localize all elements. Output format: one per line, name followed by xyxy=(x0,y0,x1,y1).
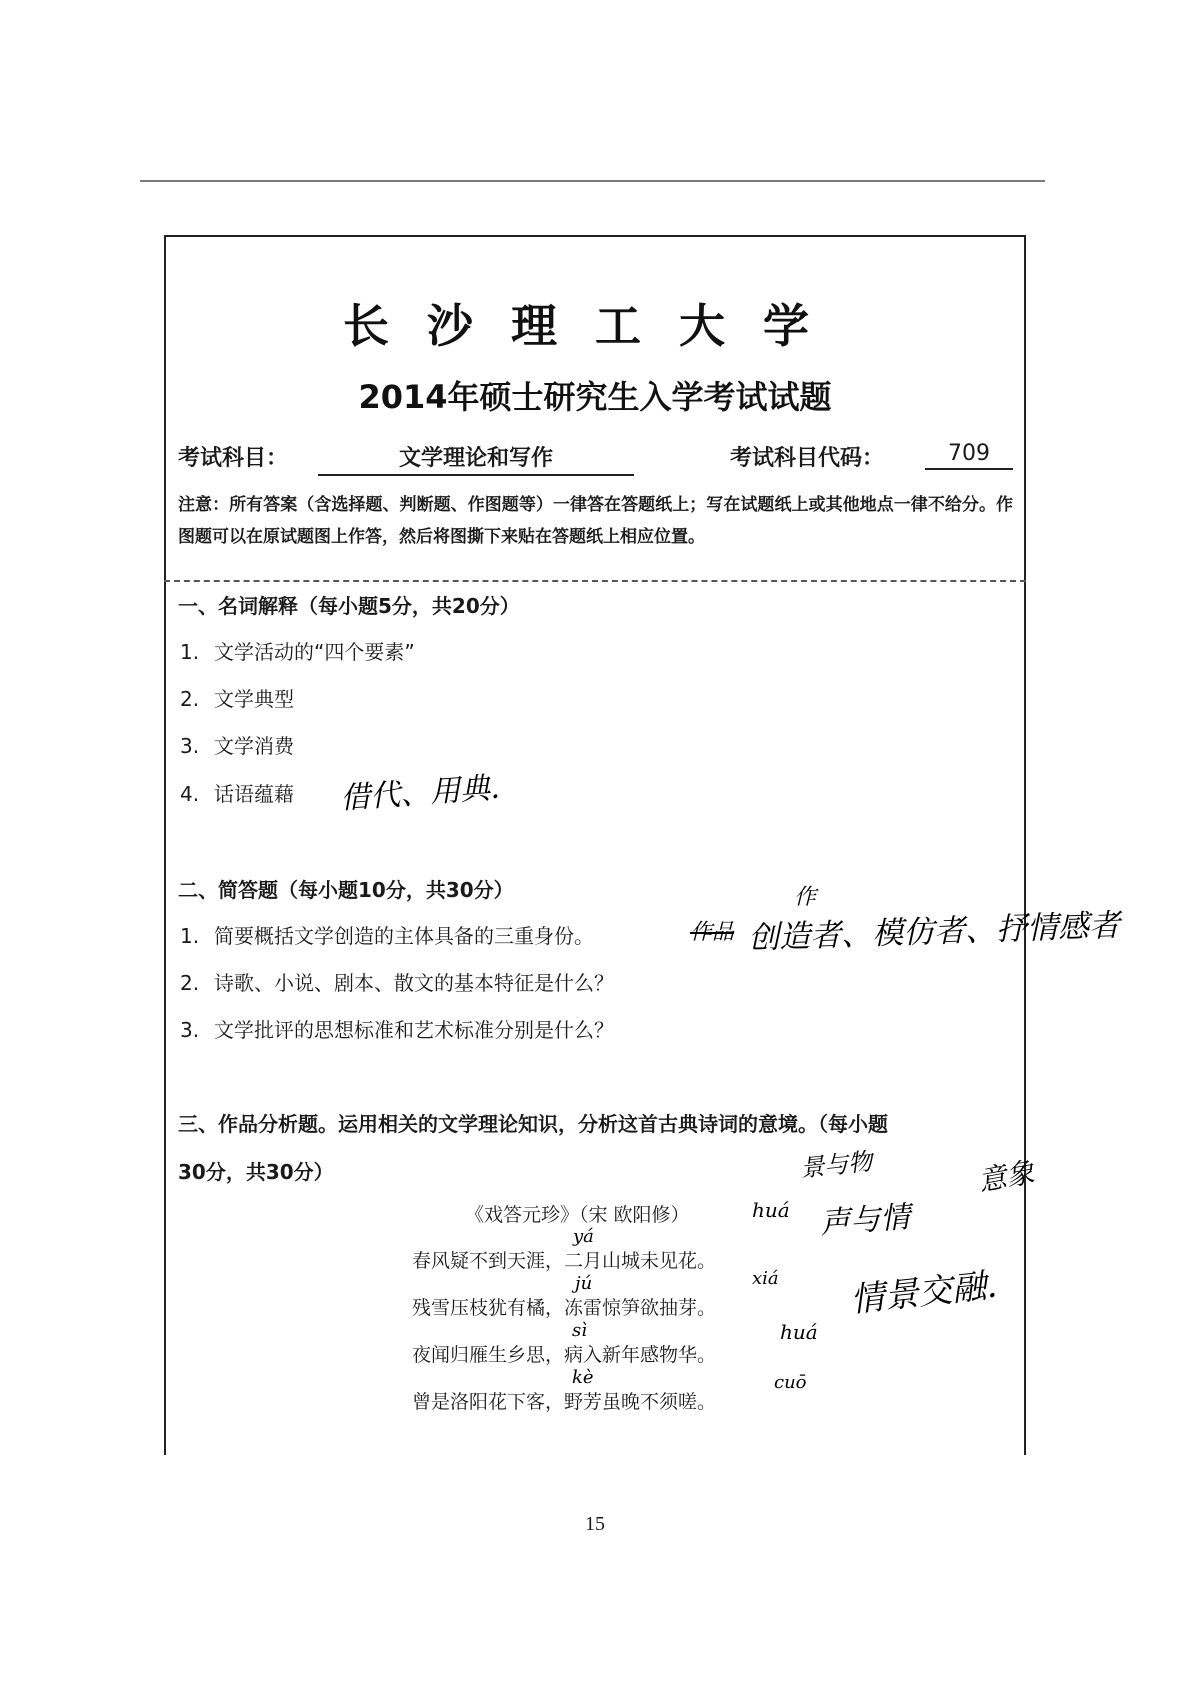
item-number: 3. xyxy=(180,1018,200,1042)
handwritten-pinyin-hua-1: huá xyxy=(752,1198,790,1222)
handwritten-pinyin-xia: xiá xyxy=(752,1268,779,1289)
subject-value: 文学理论和写作 xyxy=(318,441,634,476)
exam-note: 注意：所有答案（含选择题、判断题、作图题等）一律答在答题纸上；写在试题纸上或其他地点一律不给分。作图题可以在原试题图上作答，然后将图撕下来贴在答题纸上相应位置。 xyxy=(178,495,1013,547)
item-text: 文学消费 xyxy=(214,734,294,758)
handwritten-pinyin-ju: jú xyxy=(575,1273,593,1294)
section-2-title: 二、简答题（每小题10分，共30分） xyxy=(178,878,514,902)
item-text: 文学批评的思想标准和艺术标准分别是什么？ xyxy=(214,1018,614,1042)
section-1-item-3 xyxy=(180,730,294,759)
item-text: 话语蕴藉 xyxy=(214,782,294,806)
section-2-item-3 xyxy=(180,1014,614,1043)
handwritten-pinyin-ya: yá xyxy=(573,1226,594,1247)
handwritten-insert: 作 xyxy=(794,885,817,910)
page-number: 15 xyxy=(585,1513,605,1535)
item-number: 2. xyxy=(180,687,200,711)
poem-line-1: 春风疑不到天涯，二月山城未见花。 xyxy=(412,1250,717,1272)
handwritten-pinyin-ke: kè xyxy=(572,1367,594,1388)
section-divider xyxy=(164,580,1026,582)
exam-title: 2014年硕士研究生入学考试试题 xyxy=(358,378,832,416)
section-1-item-4 xyxy=(180,778,294,807)
subject-code-value: 709 xyxy=(925,441,1013,470)
handwritten-pinyin-cuo: cuō xyxy=(774,1372,807,1393)
item-text: 诗歌、小说、剧本、散文的基本特征是什么？ xyxy=(214,971,614,995)
handwritten-right-3: 情景交融. xyxy=(848,1265,999,1321)
section-2-item-1 xyxy=(180,920,594,949)
subject-label: 考试科目： xyxy=(178,446,289,471)
university-name: 长沙理工大学 xyxy=(343,299,847,353)
item-text: 文学活动的“四个要素” xyxy=(214,640,415,664)
section-1-item-2 xyxy=(180,683,294,712)
handwritten-right-1: 景与物 xyxy=(798,1147,874,1183)
poem-line-4: 曾是洛阳花下客，野芳虽晚不须嗟。 xyxy=(412,1391,717,1413)
handwritten-q4-note: 借代、用典. xyxy=(339,770,501,817)
subject-code-label: 考试科目代码： xyxy=(730,446,885,471)
item-text: 简要概括文学创造的主体具备的三重身份。 xyxy=(214,924,594,948)
item-number: 1. xyxy=(180,924,200,948)
handwritten-q1-answer: 创造者、模仿者、抒情感者 xyxy=(747,907,1121,957)
item-number: 3. xyxy=(180,734,200,758)
poem-line-2: 残雪压枝犹有橘，冻雷惊笋欲抽芽。 xyxy=(412,1297,717,1319)
item-number: 1. xyxy=(180,640,200,664)
handwritten-right-2: 声与情 xyxy=(819,1199,912,1242)
handwritten-pinyin-si: sì xyxy=(572,1320,587,1341)
item-text: 文学典型 xyxy=(214,687,294,711)
section-3-title-line1: 三、作品分析题。运用相关的文学理论知识，分析这首古典诗词的意境。（每小题 xyxy=(178,1112,888,1136)
handwritten-pinyin-hua-2: huá xyxy=(780,1320,818,1344)
section-3-title-line2: 30分，共30分） xyxy=(178,1160,334,1184)
poem-line-3: 夜闻归雁生乡思，病入新年感物华。 xyxy=(412,1344,717,1366)
top-rule xyxy=(140,180,1045,182)
item-number: 2. xyxy=(180,971,200,995)
item-number: 4. xyxy=(180,782,200,806)
section-1-title: 一、名词解释（每小题5分，共20分） xyxy=(178,594,520,618)
handwritten-strike: 作品 xyxy=(690,920,735,945)
section-2-item-2 xyxy=(180,967,614,996)
poem-title: 《戏答元珍》（宋 欧阳修） xyxy=(465,1204,690,1226)
section-1-item-1 xyxy=(180,636,415,665)
handwritten-right-4: 意象 xyxy=(975,1155,1037,1198)
